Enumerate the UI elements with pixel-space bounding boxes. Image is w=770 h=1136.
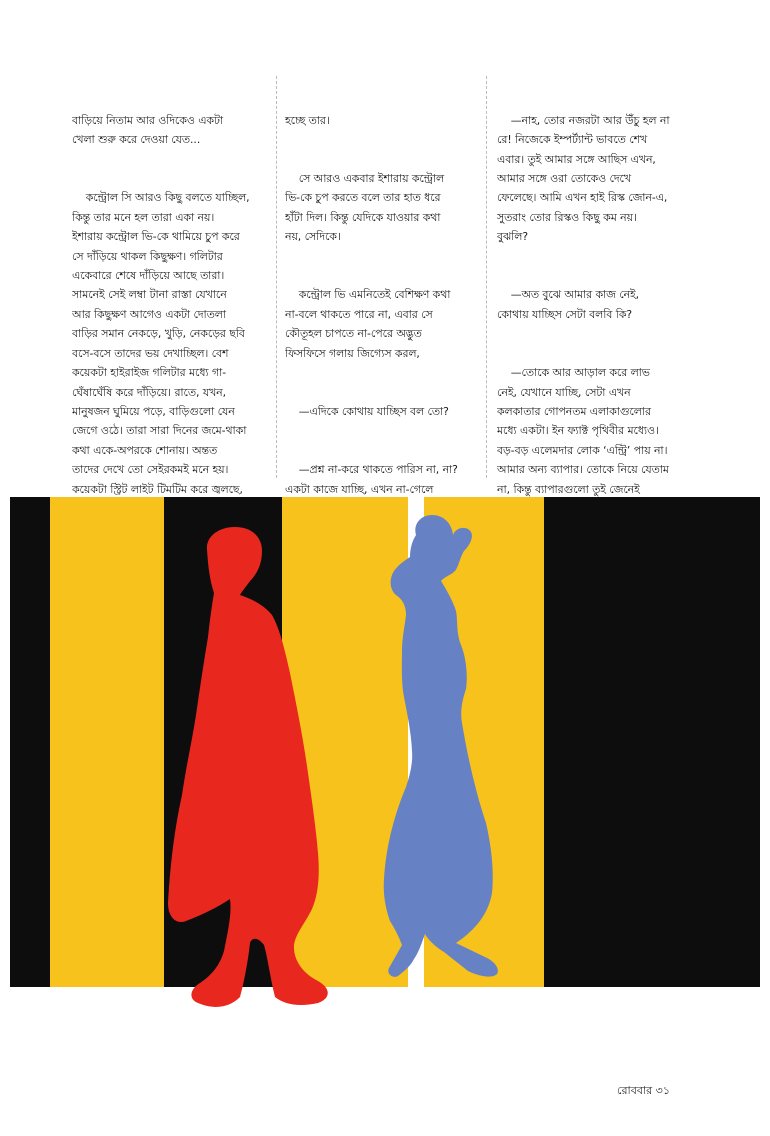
yellow-stripe xyxy=(50,497,164,987)
paragraph: —প্রশ্ন না-করে থাকতে পারিস না, না? একটা কাজে যাচ্ছি, এখন না-গেলে xyxy=(285,463,458,496)
paragraph: —অত বুঝে আমার কাজ নেই, কোথায় যাচ্ছিস সেটা বলবি কি? xyxy=(497,288,640,321)
paragraph: —তোকে আর আড়াল করে লাভ নেই, যেখানে যাচ্ছি, সেটা এখন কলকাতার গোপনতম এলাকাগুলোর মধ্যে একটা। ইন ফ্যাক্ট পৃথিবীর মধ্যেও। বড়-বড় এলেমদার লোক ‘এন্ট্রি’ পায় না। আমার অন্য ব্যাপার। তোকে নিয়ে যেতাম না, কিন্তু ব্যাপারগুলো তুই জেনেই xyxy=(497,366,669,496)
story-illustration xyxy=(0,497,770,1082)
paragraph: হচ্ছে তার। xyxy=(285,113,330,127)
black-stripe xyxy=(544,497,760,987)
paragraph: সে আরও একবার ইশারায় কন্ট্রোল ভি-কে চুপ করতে বলে তার হাত ধরে হাঁটা দিল। কিন্তু যেদিকে যাওয়ার কথা নয়, সেদিকে। xyxy=(285,172,445,244)
page-footer: রোববার ৩১ xyxy=(617,1084,670,1097)
paragraph: —নাহ, তোর নজরটা আর উঁচু হল না রে! নিজেকে ইম্পর্ট্যান্ট ভাবতে শেখ এবার। তুই আমার সঙ্গে আছিস এখন, আমার সঙ্গে ওরা তোকেও দেখে ফেলেছে। আমি এখন হাই রিস্ক জোন-এ, সুতরাং তোর রিস্কও কিছু কম নয়। বুঝলি? xyxy=(497,113,670,244)
column-divider xyxy=(276,76,277,478)
black-stripe xyxy=(10,497,50,987)
column-divider xyxy=(486,76,487,478)
paragraph: কন্ট্রোল সি আরও কিছু বলতে যাচ্ছিল, কিন্তু তার মনে হল তারা একা নয়। ইশারায় কন্ট্রোল ভি-কে থামিয়ে চুপ করে সে দাঁড়িয়ে থাকল কিছুক্ষণ। গলিটার একেবারে শেষে দাঁড়িয়ে আছে তারা। সামনেই সেই লম্বা টানা রাস্তা যেখানে আর কিছুক্ষণ আগেও একটা দোতলা বাড়ির সমান নেকড়ে, খুড়ি, নেকড়ের ছবি বসে-বসে তাদের ভয় দেখাচ্ছিল। বেশ কয়েকটা হাইরাইজ গলিটার মধ্যে গা- ঘেঁষাঘেঁষি করে দাঁড়িয়ে। রাতে, যখন, মানুষজন ঘুমিয়ে পড়ে, বাড়িগুলো যেন জেগে ওঠে। তারা সারা দিনের জমে-থাকা কথা একে-অপরকে শোনায়। অন্তত তাদের দেখে তো সেইরকমই মনে হয়। কয়েকটা স্ট্রিট লাইট টিমটিম করে জ্বলছে, xyxy=(72,191,250,496)
paragraph: কন্ট্রোল ভি এমনিতেই বেশিক্ষণ কথা না-বলে থাকতে পারে না, এবার সে কৌতূহল চাপতে না-পেরে অদ্ভুত ফিসফিসে গলায় জিগ্যেস করল, xyxy=(285,288,451,360)
paragraph: বাড়িয়ে নিতাম আর ওদিকেও একটা খেলা শুরু করে দেওয়া যেত... xyxy=(72,113,223,147)
paragraph: —এদিকে কোথায় যাচ্ছিস বল তো? xyxy=(285,404,449,418)
